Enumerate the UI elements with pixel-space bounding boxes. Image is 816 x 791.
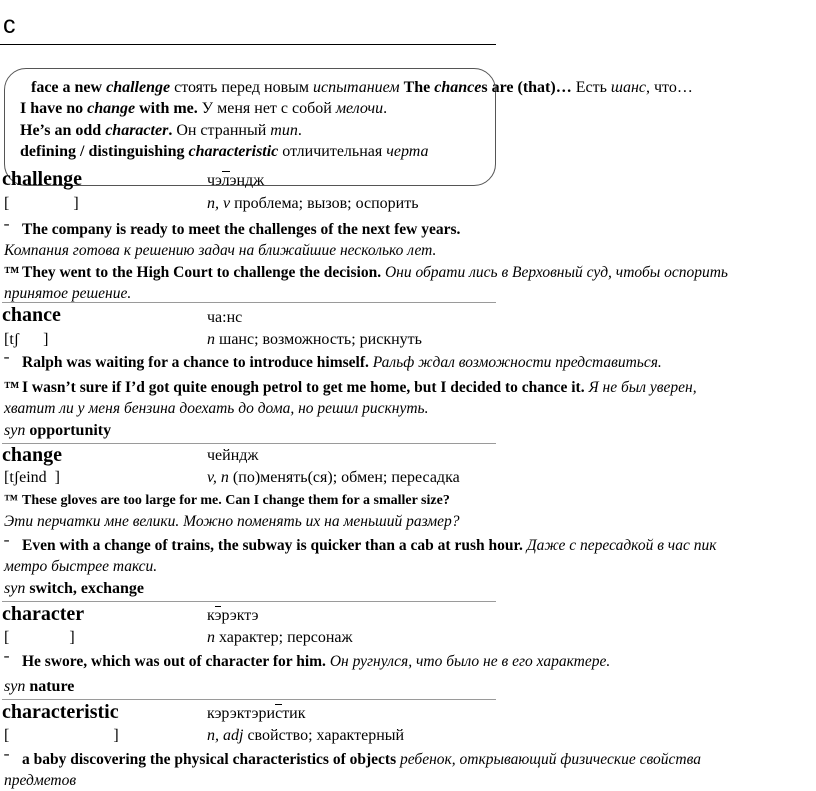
phrase-part: черта bbox=[386, 143, 429, 160]
headword-character: character bbox=[2, 603, 85, 625]
transliteration-chance: ча:нс bbox=[207, 309, 243, 326]
transliteration-character: кэрэктэ bbox=[207, 607, 259, 624]
phrase-part: I have no bbox=[20, 100, 88, 117]
transcription-characteristic: [ ] bbox=[4, 727, 119, 744]
phrase-part: испытанием bbox=[313, 79, 400, 96]
entry-divider bbox=[2, 443, 496, 444]
definition-character: n характер; персонаж bbox=[207, 629, 353, 646]
example-change-1: ™ These gloves are too large for me. Can I change them for a smaller size? Эти перчатки мне велики. Можно поменять их на меньший размер? bbox=[4, 493, 460, 530]
example-chance-2: ™ I wasn’t sure if I’d got quite enough petrol to get me home, but I decided to chance it. Я не был уверен, хватит ли у меня бензина доехать до дома, но решил рискнуть. bbox=[4, 379, 697, 417]
synonyms-character: syn nature bbox=[4, 678, 75, 695]
phrase-part: defining / distinguishing bbox=[20, 143, 189, 160]
example-character-1: ˉ He swore, which was out of character for him. Он ругнулся, что было не в его характере. bbox=[4, 653, 611, 670]
phrase-part: . bbox=[383, 100, 388, 117]
phrase-part: face a new bbox=[31, 79, 107, 96]
phrase-line bbox=[20, 121, 302, 141]
headword-chance: chance bbox=[2, 304, 61, 326]
synonyms-chance: syn opportunity bbox=[4, 422, 112, 439]
phrase-part: change bbox=[87, 100, 136, 117]
phrase-part: мелочи bbox=[335, 100, 384, 117]
definition-chance: n шанс; возможность; рискнуть bbox=[207, 331, 422, 348]
phrase-part: The bbox=[399, 79, 435, 96]
headword-characteristic: characteristic bbox=[2, 701, 119, 723]
phrase-part: He’s an odd bbox=[20, 122, 106, 139]
phrase-line bbox=[20, 99, 387, 119]
example-challenge-1: ˉ The company is ready to meet the challenges of the next few years. Компания готова к решению задач на ближайшие несколько лет. bbox=[4, 221, 461, 259]
phrase-part: s are (that)… bbox=[481, 79, 572, 96]
synonyms-change: syn switch, exchange bbox=[4, 580, 144, 597]
section-divider bbox=[0, 44, 496, 45]
transcription-chance: [tʃ ] bbox=[4, 331, 49, 348]
section-letter: с bbox=[3, 11, 16, 39]
example-chance-1: ˉ Ralph was waiting for a chance to introduce himself. Ральф ждал возможности представиться. bbox=[4, 354, 662, 371]
headword-challenge: challenge bbox=[2, 168, 82, 190]
phrase-part: . bbox=[168, 122, 173, 139]
phrase-part: challenge bbox=[106, 79, 171, 96]
example-characteristic-1: ˉ a baby discovering the physical characteristics of objects ребенок, открывающий физические свойства предметов bbox=[4, 751, 701, 789]
transcription-change: [tʃeind ] bbox=[4, 469, 60, 486]
transcription-challenge: [ ] bbox=[4, 195, 79, 212]
phrase-part: шанс bbox=[610, 79, 646, 96]
definition-change: v, n (по)менять(ся); обмен; пересадка bbox=[207, 469, 460, 486]
transliteration-change: чейндж bbox=[207, 447, 259, 464]
example-challenge-2: ™ They went to the High Court to challenge the decision. Они обрати лись в Верховный суд, чтобы оспорить принятое решение. bbox=[4, 264, 728, 302]
phrase-part: characteristic bbox=[188, 143, 279, 160]
entry-divider bbox=[2, 302, 496, 303]
definition-challenge: n, v проблема; вызов; оспорить bbox=[207, 195, 419, 212]
phrase-part: Он странный bbox=[172, 122, 271, 139]
transcription-character: [ ] bbox=[4, 629, 75, 646]
example-change-2: ˉ Even with a change of trains, the subway is quicker than a cab at rush hour. Даже с пересадкой в час пик метро быстрее такси. bbox=[4, 537, 717, 575]
phrase-part: стоять перед новым bbox=[170, 79, 314, 96]
phrase-part: character bbox=[105, 122, 169, 139]
phrase-part: тип bbox=[270, 122, 298, 139]
phrase-part: У меня нет с собой bbox=[197, 100, 336, 117]
phrase-line bbox=[31, 78, 693, 98]
transliteration-challenge: чэлэндж bbox=[207, 172, 265, 189]
phrase-part: with me. bbox=[135, 100, 198, 117]
phrase-part: , что… bbox=[646, 79, 693, 96]
phrase-part: отличительная bbox=[278, 143, 387, 160]
entry-divider bbox=[2, 601, 496, 602]
phrase-part: . bbox=[297, 122, 302, 139]
entry-divider bbox=[2, 699, 496, 700]
phrase-line bbox=[20, 142, 429, 162]
transliteration-characteristic: кэрэктэристик bbox=[207, 705, 306, 722]
phrase-part: Есть bbox=[571, 79, 611, 96]
definition-characteristic: n, adj свойство; характерный bbox=[207, 727, 405, 744]
headword-change: change bbox=[2, 444, 62, 466]
phrase-part: chance bbox=[434, 79, 482, 96]
